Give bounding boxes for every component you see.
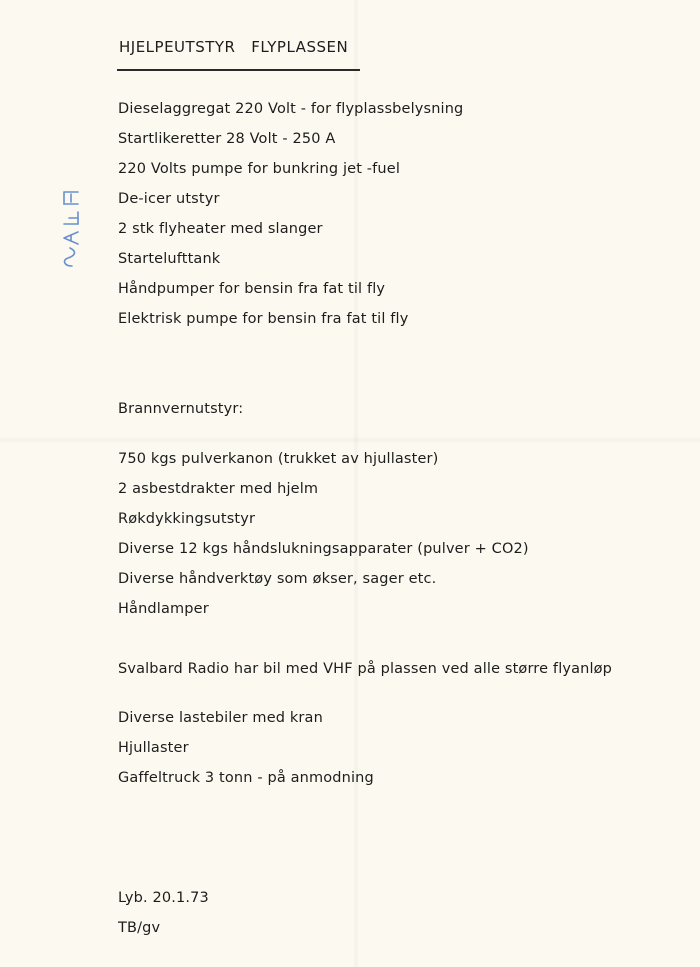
fire-item: 750 kgs pulverkanon (trukket av hjullaster) bbox=[118, 451, 439, 467]
fire-item: Diverse 12 kgs håndslukningsapparater (pulver + CO2) bbox=[118, 541, 529, 557]
fire-item: Røkdykkingsutstyr bbox=[118, 511, 256, 527]
fire-item: Håndlamper bbox=[118, 601, 209, 617]
fire-equipment-heading: Brannvernutstyr: bbox=[118, 401, 244, 417]
initials: TB/gv bbox=[118, 920, 161, 936]
date-line: Lyb. 20.1.73 bbox=[118, 890, 209, 906]
fire-item: 2 asbestdrakter med hjelm bbox=[118, 481, 319, 497]
equipment-item: 2 stk flyheater med slanger bbox=[118, 221, 323, 237]
title-underline bbox=[117, 69, 360, 71]
document-title: HJELPEUTSTYR FLYPLASSEN bbox=[119, 38, 349, 56]
equipment-item: Elektrisk pumpe for bensin fra fat til fly bbox=[118, 311, 409, 327]
equipment-item: Håndpumper for bensin fra fat til fly bbox=[118, 281, 386, 297]
fire-item: Diverse håndverktøy som økser, sager etc. bbox=[118, 571, 437, 587]
vehicle-item: Gaffeltruck 3 tonn - på anmodning bbox=[118, 770, 374, 786]
equipment-item: Dieselaggregat 220 Volt - for flyplassbelysning bbox=[118, 101, 464, 117]
vehicle-item: Diverse lastebiler med kran bbox=[118, 710, 323, 726]
equipment-item: 220 Volts pumpe for bunkring jet -fuel bbox=[118, 161, 401, 177]
equipment-item: Startlikeretter 28 Volt - 250 A bbox=[118, 131, 336, 147]
handwritten-safe-annotation bbox=[52, 180, 92, 270]
equipment-item: De-icer utstyr bbox=[118, 191, 220, 207]
radio-note: Svalbard Radio har bil med VHF på plassen ved alle større flyanløp bbox=[118, 661, 613, 677]
vehicle-item: Hjullaster bbox=[118, 740, 189, 756]
equipment-item: Startelufttank bbox=[118, 251, 221, 267]
